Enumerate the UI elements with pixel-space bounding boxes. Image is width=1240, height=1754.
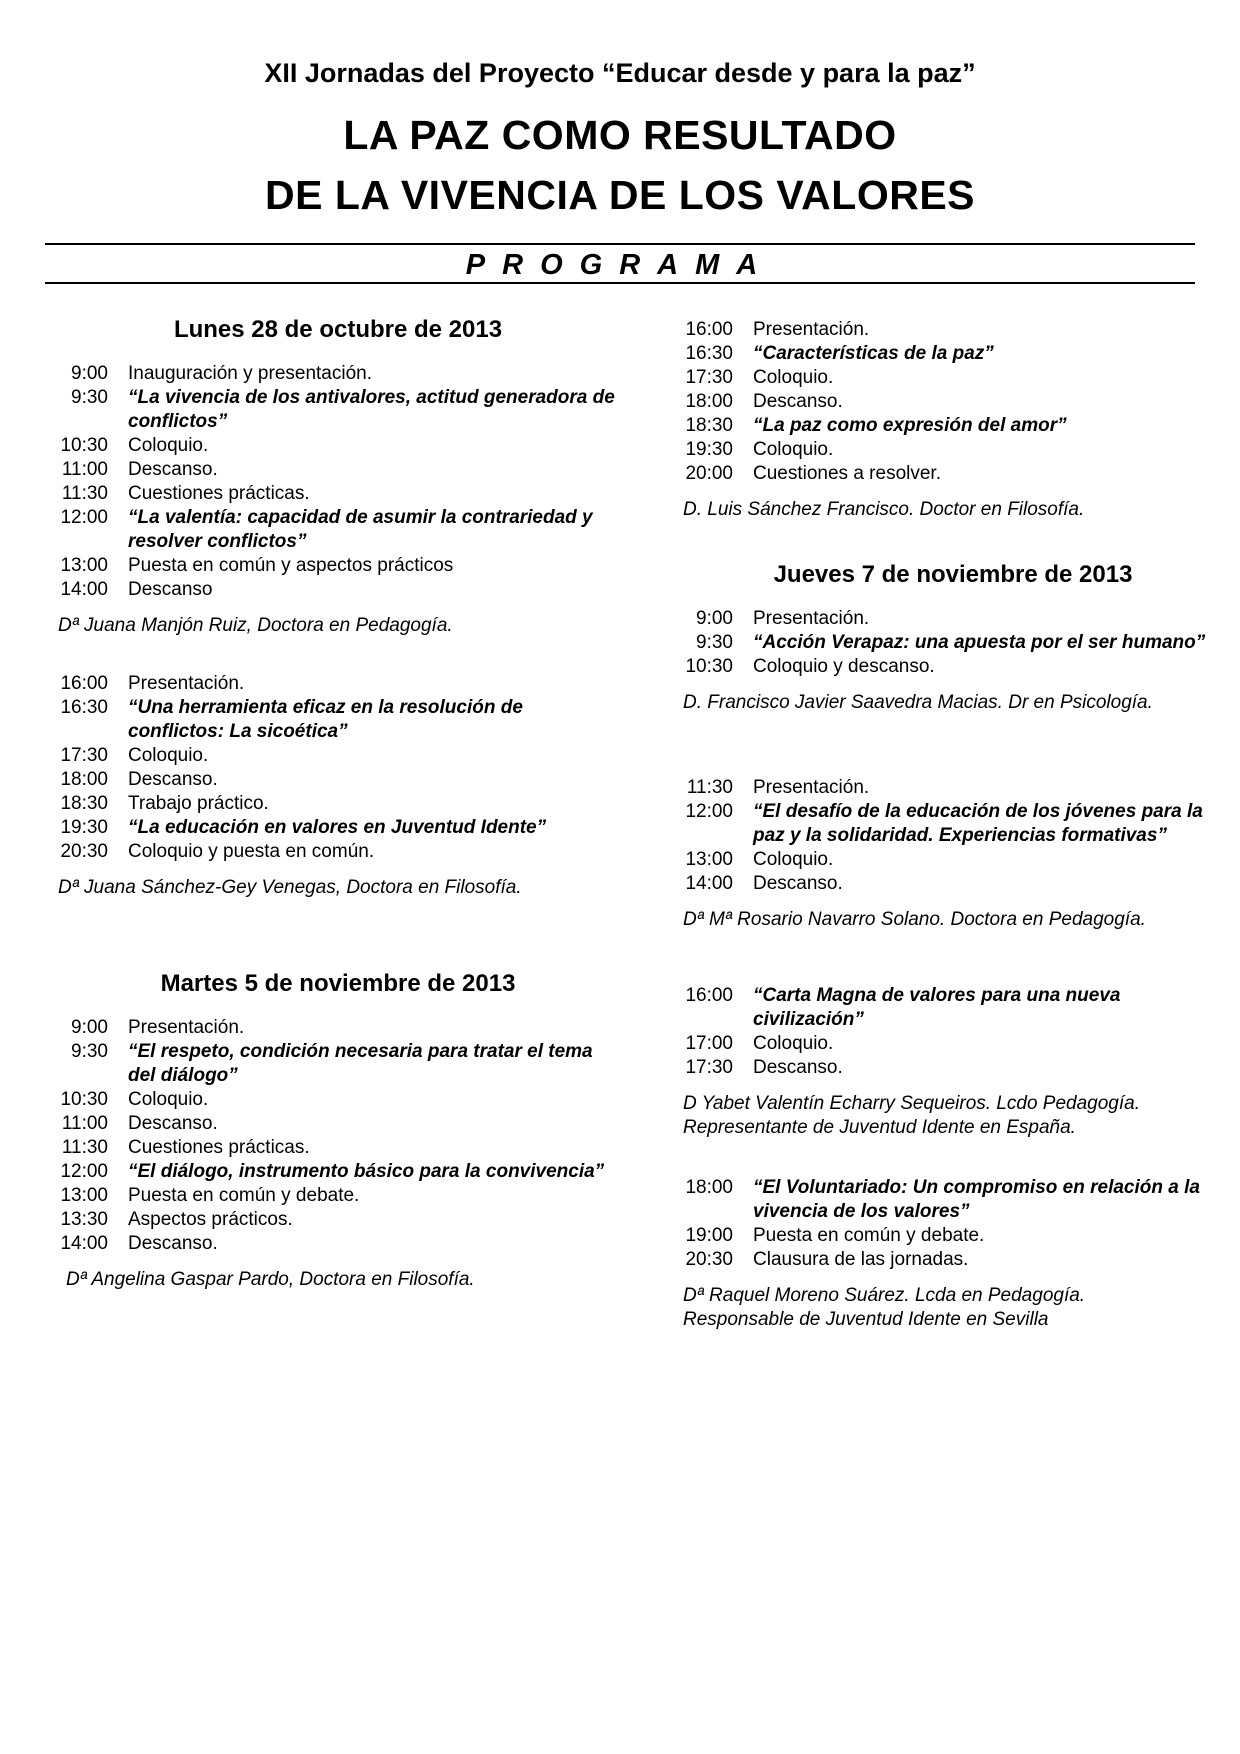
session-list	[683, 984, 1223, 1080]
schedule-row	[58, 1184, 618, 1208]
session-description: Cuestiones a resolver.	[753, 463, 941, 484]
schedule-row	[58, 792, 618, 816]
schedule-row	[683, 390, 1223, 414]
schedule-row	[683, 366, 1223, 390]
schedule-row	[58, 578, 618, 602]
schedule-row	[683, 462, 1223, 486]
session-description: Clausura de las jornadas.	[753, 1249, 969, 1270]
speaker-role: Representante de Juventud Idente en España.	[683, 1117, 1076, 1138]
session-description: Coloquio.	[128, 1089, 209, 1110]
session-time: 16:00	[685, 319, 733, 340]
session-time: 20:30	[60, 841, 108, 862]
day-block-martes	[58, 964, 618, 1292]
session-description: Inauguración y presentación.	[128, 363, 372, 384]
schedule-row	[683, 984, 1223, 1032]
session-time: 20:30	[685, 1249, 733, 1270]
session-description: Descanso.	[128, 1233, 218, 1254]
speaker-role: Responsable de Juventud Idente en Sevilla	[683, 1309, 1049, 1330]
session-description: “El respeto, condición necesaria para tratar el tema del diálogo”	[128, 1041, 593, 1086]
schedule-row	[58, 362, 618, 386]
bottom-rule	[45, 282, 1195, 284]
session-description: Coloquio.	[128, 745, 209, 766]
speaker: Dª Angelina Gaspar Pardo, Doctora en Filosofía.	[66, 1269, 475, 1290]
session-time: 16:00	[685, 985, 733, 1006]
session-description: Coloquio.	[128, 435, 209, 456]
session-description: Descanso.	[753, 873, 843, 894]
session-time: 13:00	[60, 1185, 108, 1206]
session-time: 18:00	[685, 391, 733, 412]
session-time: 11:00	[61, 1113, 108, 1134]
session-time: 10:30	[60, 1089, 108, 1110]
schedule-row	[58, 1112, 618, 1136]
session-time: 9:30	[71, 387, 108, 408]
session-time: 11:00	[61, 459, 108, 480]
session-description: Descanso	[128, 579, 213, 600]
schedule-row	[58, 1136, 618, 1160]
session-time: 14:00	[60, 1233, 108, 1254]
schedule-row	[58, 840, 618, 864]
session-description: Coloquio.	[753, 849, 834, 870]
session-description: Presentación.	[128, 673, 245, 694]
session-description: Coloquio.	[753, 1033, 834, 1054]
session-description: Presentación.	[753, 319, 870, 340]
session-description: Aspectos prácticos.	[128, 1209, 293, 1230]
session-description: “La educación en valores en Juventud Idente”	[128, 817, 547, 838]
session-time: 16:00	[60, 673, 108, 694]
schedule-row	[58, 768, 618, 792]
title-line-1: LA PAZ COMO RESULTADO	[343, 112, 897, 158]
schedule-row	[58, 816, 618, 840]
schedule-row	[58, 506, 618, 554]
session-description: Descanso.	[753, 1057, 843, 1078]
session-time: 18:30	[685, 415, 733, 436]
session-time: 12:00	[60, 1161, 108, 1182]
session-time: 17:00	[685, 1033, 733, 1054]
speaker: Dª Mª Rosario Navarro Solano. Doctora en Pedagogía.	[683, 909, 1146, 930]
event-subtitle: XII Jornadas del Proyecto “Educar desde y para la paz”	[264, 58, 976, 88]
session-time: 9:30	[696, 632, 733, 653]
day-block-martes-afternoon	[683, 318, 1223, 522]
schedule-row	[58, 1040, 618, 1088]
session-description: Puesta en común y debate.	[753, 1225, 985, 1246]
session-description: Descanso.	[128, 769, 218, 790]
schedule-row	[58, 554, 618, 578]
schedule-row	[683, 776, 1223, 800]
speaker: D. Francisco Javier Saavedra Macias. Dr en Psicología.	[683, 692, 1153, 713]
session-list	[683, 1176, 1223, 1272]
schedule-row	[683, 848, 1223, 872]
session-time: 11:30	[686, 777, 733, 798]
session-list	[58, 1016, 618, 1256]
schedule-row	[58, 458, 618, 482]
schedule-row	[683, 318, 1223, 342]
session-description: Descanso.	[128, 1113, 218, 1134]
session-description: “La valentía: capacidad de asumir la contrariedad y resolver conflictos”	[128, 507, 593, 552]
session-time: 11:30	[61, 483, 108, 504]
speaker: Dª Raquel Moreno Suárez. Lcda en Pedagogía.	[683, 1285, 1086, 1306]
session-description: Coloquio y descanso.	[753, 656, 935, 677]
session-description: Puesta en común y debate.	[128, 1185, 360, 1206]
schedule-row	[58, 744, 618, 768]
session-time: 20:00	[685, 463, 733, 484]
session-time: 18:30	[60, 793, 108, 814]
day-block-jueves-evening	[683, 1176, 1223, 1332]
session-description: Descanso.	[753, 391, 843, 412]
session-description: Cuestiones prácticas.	[128, 483, 310, 504]
session-time: 18:00	[685, 1177, 733, 1198]
schedule-row	[58, 672, 618, 696]
session-time: 16:30	[685, 343, 733, 364]
session-time: 12:00	[60, 507, 108, 528]
session-description: “La paz como expresión del amor”	[753, 415, 1067, 436]
session-list	[683, 607, 1223, 679]
day-block-lunes-afternoon	[58, 672, 618, 900]
session-time: 9:30	[71, 1041, 108, 1062]
session-time: 9:00	[696, 608, 733, 629]
speaker: Dª Juana Sánchez-Gey Venegas, Doctora en Filosofía.	[58, 877, 522, 898]
schedule-row	[683, 631, 1223, 655]
session-description: “La vivencia de los antivalores, actitud generadora de conflictos”	[128, 387, 615, 432]
schedule-row	[683, 342, 1223, 366]
session-description: “Características de la paz”	[753, 343, 994, 364]
session-time: 17:30	[685, 1057, 733, 1078]
day-block-jueves	[683, 555, 1223, 715]
session-description: “Una herramienta eficaz en la resolución de conflictos: La sicoética”	[128, 697, 523, 742]
session-description: Descanso.	[128, 459, 218, 480]
schedule-row	[58, 1160, 618, 1184]
session-list	[58, 672, 618, 864]
schedule-row	[58, 386, 618, 434]
session-time: 9:00	[71, 363, 108, 384]
session-time: 9:00	[71, 1017, 108, 1038]
schedule-row	[683, 414, 1223, 438]
day-title: Jueves 7 de noviembre de 2013	[773, 561, 1133, 588]
session-time: 17:30	[685, 367, 733, 388]
session-description: “El desafío de la educación de los jóvenes para la paz y la solidaridad. Experiencias formativas”	[753, 801, 1203, 846]
session-list	[58, 362, 618, 602]
session-description: “El Voluntariado: Un compromiso en relación a la vivencia de los valores”	[753, 1177, 1200, 1222]
session-time: 10:30	[685, 656, 733, 677]
schedule-row	[683, 655, 1223, 679]
speaker: D. Luis Sánchez Francisco. Doctor en Filosofía.	[683, 499, 1085, 520]
session-time: 16:30	[60, 697, 108, 718]
schedule-row	[58, 696, 618, 744]
schedule-row	[683, 1176, 1223, 1224]
day-title: Martes 5 de noviembre de 2013	[160, 970, 516, 997]
session-list	[683, 318, 1223, 486]
session-time: 13:00	[685, 849, 733, 870]
session-time: 13:00	[60, 555, 108, 576]
session-description: Presentación.	[128, 1017, 245, 1038]
session-time: 19:30	[60, 817, 108, 838]
day-block-lunes	[58, 310, 618, 638]
session-description: Coloquio.	[753, 367, 834, 388]
session-time: 14:00	[685, 873, 733, 894]
session-time: 12:00	[685, 801, 733, 822]
session-description: Coloquio y puesta en común.	[128, 841, 375, 862]
session-time: 19:30	[685, 439, 733, 460]
session-time: 10:30	[60, 435, 108, 456]
session-description: Trabajo práctico.	[128, 793, 269, 814]
schedule-row	[683, 1248, 1223, 1272]
day-block-jueves-midday	[683, 776, 1223, 932]
schedule-row	[58, 1016, 618, 1040]
schedule-row	[683, 1032, 1223, 1056]
title-line-2: DE LA VIVENCIA DE LOS VALORES	[264, 172, 976, 218]
session-description: “El diálogo, instrumento básico para la convivencia”	[128, 1161, 605, 1182]
session-description: Presentación.	[753, 608, 870, 629]
session-time: 13:30	[60, 1209, 108, 1230]
schedule-row	[58, 1088, 618, 1112]
session-time: 17:30	[60, 745, 108, 766]
speaker: Dª Juana Manjón Ruiz, Doctora en Pedagogía.	[58, 615, 453, 636]
session-description: Cuestiones prácticas.	[128, 1137, 310, 1158]
day-title: Lunes 28 de octubre de 2013	[173, 316, 503, 343]
programa-heading: PROGRAMA	[465, 249, 775, 281]
session-list	[683, 776, 1223, 896]
schedule-row	[683, 1224, 1223, 1248]
schedule-row	[683, 438, 1223, 462]
schedule-row	[683, 1056, 1223, 1080]
session-time: 11:30	[61, 1137, 108, 1158]
day-block-jueves-afternoon	[683, 984, 1223, 1140]
speaker: D Yabet Valentín Echarry Sequeiros. Lcdo Pedagogía.	[683, 1093, 1141, 1114]
session-time: 18:00	[60, 769, 108, 790]
schedule-row	[683, 607, 1223, 631]
session-description: Presentación.	[753, 777, 870, 798]
schedule-row	[58, 482, 618, 506]
schedule-row	[58, 434, 618, 458]
top-rule	[45, 243, 1195, 245]
session-description: Puesta en común y aspectos prácticos	[128, 555, 454, 576]
schedule-row	[683, 800, 1223, 848]
session-description: “Acción Verapaz: una apuesta por el ser humano”	[753, 632, 1206, 653]
schedule-row	[683, 872, 1223, 896]
session-time: 14:00	[60, 579, 108, 600]
schedule-row	[58, 1232, 618, 1256]
session-description: Coloquio.	[753, 439, 834, 460]
session-description: “Carta Magna de valores para una nueva civilización”	[753, 985, 1121, 1030]
session-time: 19:00	[685, 1225, 733, 1246]
schedule-row	[58, 1208, 618, 1232]
